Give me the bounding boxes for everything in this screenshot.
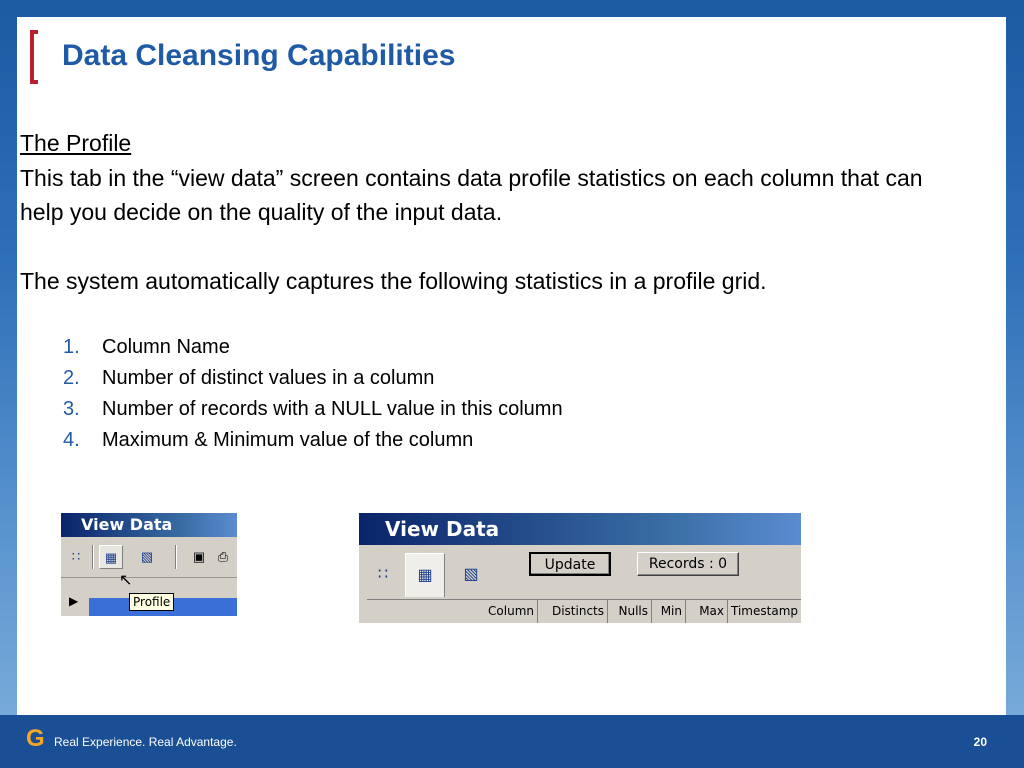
- list-number: 3.: [63, 398, 80, 420]
- toolbar: [359, 545, 801, 599]
- column-header[interactable]: Distincts: [537, 600, 607, 623]
- list-text: Column Name: [102, 336, 230, 358]
- profile-tooltip: Profile: [129, 593, 174, 611]
- list-number: 2.: [63, 367, 80, 389]
- window-titlebar: View Data: [61, 513, 237, 537]
- print-icon[interactable]: ⎙: [217, 549, 229, 564]
- column-header[interactable]: Min: [651, 600, 685, 623]
- page-number: 20: [973, 735, 987, 749]
- footer-bar: [0, 715, 1024, 768]
- list-item: [63, 363, 563, 394]
- intro-paragraph: This tab in the “view data” screen contains data profile statistics on each column that can help you decide on the quality of the input data.: [20, 165, 923, 225]
- column-filter-icon[interactable]: ▧: [463, 566, 479, 583]
- toolbar-separator: [175, 545, 177, 569]
- list-number: 1.: [63, 336, 80, 358]
- section-heading: The Profile: [20, 130, 132, 156]
- column-header[interactable]: Max: [685, 600, 727, 623]
- grid-view-icon[interactable]: ∷: [71, 549, 81, 564]
- profile-grid-header: [367, 599, 801, 623]
- list-item: [63, 394, 563, 425]
- update-button[interactable]: Update: [529, 552, 611, 576]
- column-header[interactable]: Timestamp: [727, 600, 801, 623]
- column-filter-icon[interactable]: ▧: [140, 549, 154, 564]
- toolbar-separator: [92, 545, 94, 569]
- list-item: [63, 425, 563, 456]
- statistics-paragraph: The system automatically captures the following statistics in a profile grid.: [20, 268, 767, 294]
- bracket-icon: [30, 30, 38, 84]
- list-text: Maximum & Minimum value of the column: [102, 429, 474, 451]
- column-header[interactable]: Column: [488, 604, 534, 618]
- row-pointer-icon: ▶: [69, 594, 79, 608]
- records-button[interactable]: Records : 0: [637, 552, 739, 576]
- list-number: 4.: [63, 429, 80, 451]
- list-text: Number of distinct values in a column: [102, 367, 435, 389]
- slide-title: Data Cleansing Capabilities: [62, 39, 456, 72]
- toolbar: [61, 537, 237, 578]
- statistics-list: [63, 332, 563, 456]
- window-titlebar: View Data: [359, 513, 801, 545]
- profile-icon[interactable]: ▦: [405, 553, 445, 597]
- mouse-cursor-icon: ↖: [119, 572, 133, 589]
- save-icon[interactable]: ▣: [192, 549, 206, 564]
- g-logo-icon: G: [26, 725, 45, 752]
- list-item: [63, 332, 563, 363]
- profile-icon[interactable]: ▦: [99, 545, 123, 569]
- column-header[interactable]: Nulls: [607, 600, 651, 623]
- view-data-window-large: [359, 513, 801, 623]
- footer-tagline: Real Experience. Real Advantage.: [54, 735, 237, 749]
- list-text: Number of records with a NULL value in this column: [102, 398, 563, 420]
- grid-view-icon[interactable]: ∷: [377, 566, 389, 583]
